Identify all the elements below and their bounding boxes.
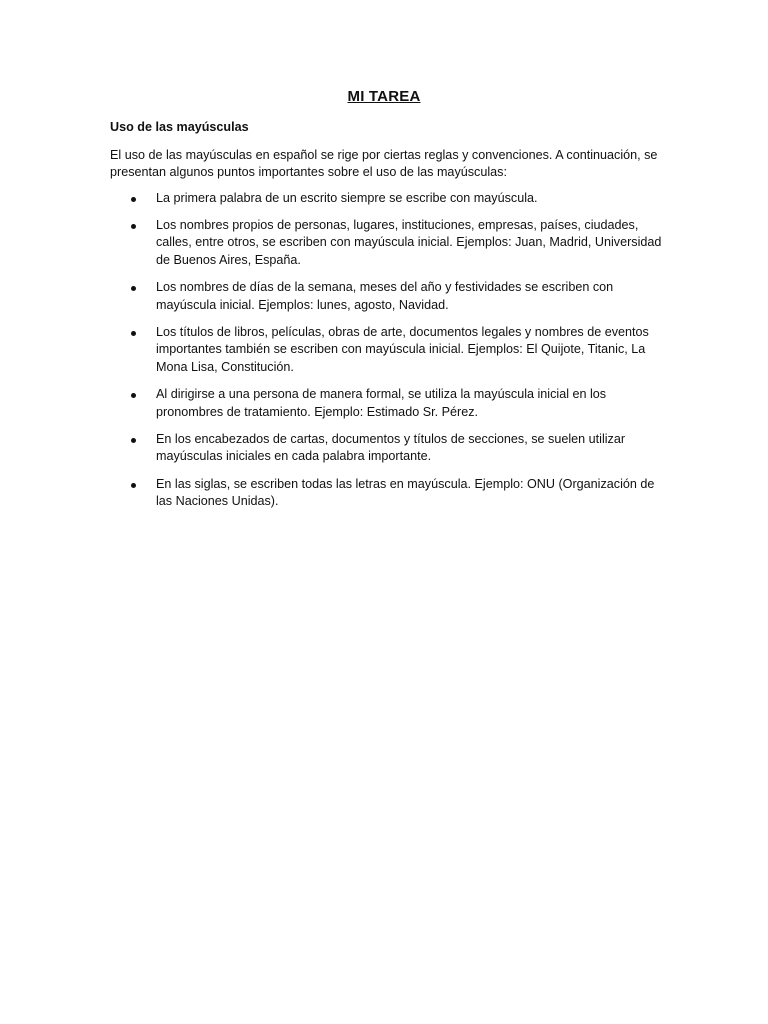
list-item-text: En las siglas, se escriben todas las letras en mayúscula. Ejemplo: ONU (Organización de las Naciones Unidas). [156, 476, 655, 509]
section-subtitle: Uso de las mayúsculas [110, 120, 249, 134]
list-item-text: Los nombres propios de personas, lugares, instituciones, empresas, países, ciudades, calles, entre otros, se escriben con mayúscula inicial. Ejemplos: Juan, Madrid, Universidad de Buenos Aires, España. [156, 217, 662, 268]
document-body [110, 119, 662, 520]
list-item [110, 431, 662, 466]
list-item-text: Los nombres de días de la semana, meses del año y festividades se escriben con mayúscula inicial. Ejemplos: lunes, agosto, Navidad. [156, 280, 614, 312]
rules-list [110, 190, 662, 511]
list-item [110, 324, 662, 377]
bullet-icon [131, 286, 136, 291]
bullet-icon [131, 393, 136, 398]
bullet-icon [131, 197, 136, 202]
list-item-text: En los encabezados de cartas, documentos y títulos de secciones, se suelen utilizar mayúsculas iniciales en cada palabra importante. [156, 431, 626, 464]
bullet-icon [131, 483, 136, 488]
bullet-icon [131, 331, 136, 336]
list-item [110, 386, 662, 421]
list-item-text: Al dirigirse a una persona de manera formal, se utiliza la mayúscula inicial en los pronombres de tratamiento. Ejemplo: Estimado Sr. Pérez. [156, 387, 607, 419]
list-item-text: Los títulos de libros, películas, obras de arte, documentos legales y nombres de eventos importantes también se escriben con mayúscula inicial. Ejemplos: El Quijote, Titanic, La Mona Lisa, Constitución. [156, 324, 649, 375]
document-title: MI TAREA [347, 88, 421, 105]
list-item [110, 476, 662, 511]
intro-paragraph: El uso de las mayúsculas en español se rige por ciertas reglas y convenciones. A continuación, se presentan algunos puntos importantes sobre el uso de las mayúsculas: [110, 147, 658, 180]
bullet-icon [131, 224, 136, 229]
list-item-text: La primera palabra de un escrito siempre se escribe con mayúscula. [156, 190, 538, 205]
list-item [110, 279, 662, 314]
list-item [110, 190, 662, 208]
list-item [110, 217, 662, 270]
bullet-icon [131, 438, 136, 443]
